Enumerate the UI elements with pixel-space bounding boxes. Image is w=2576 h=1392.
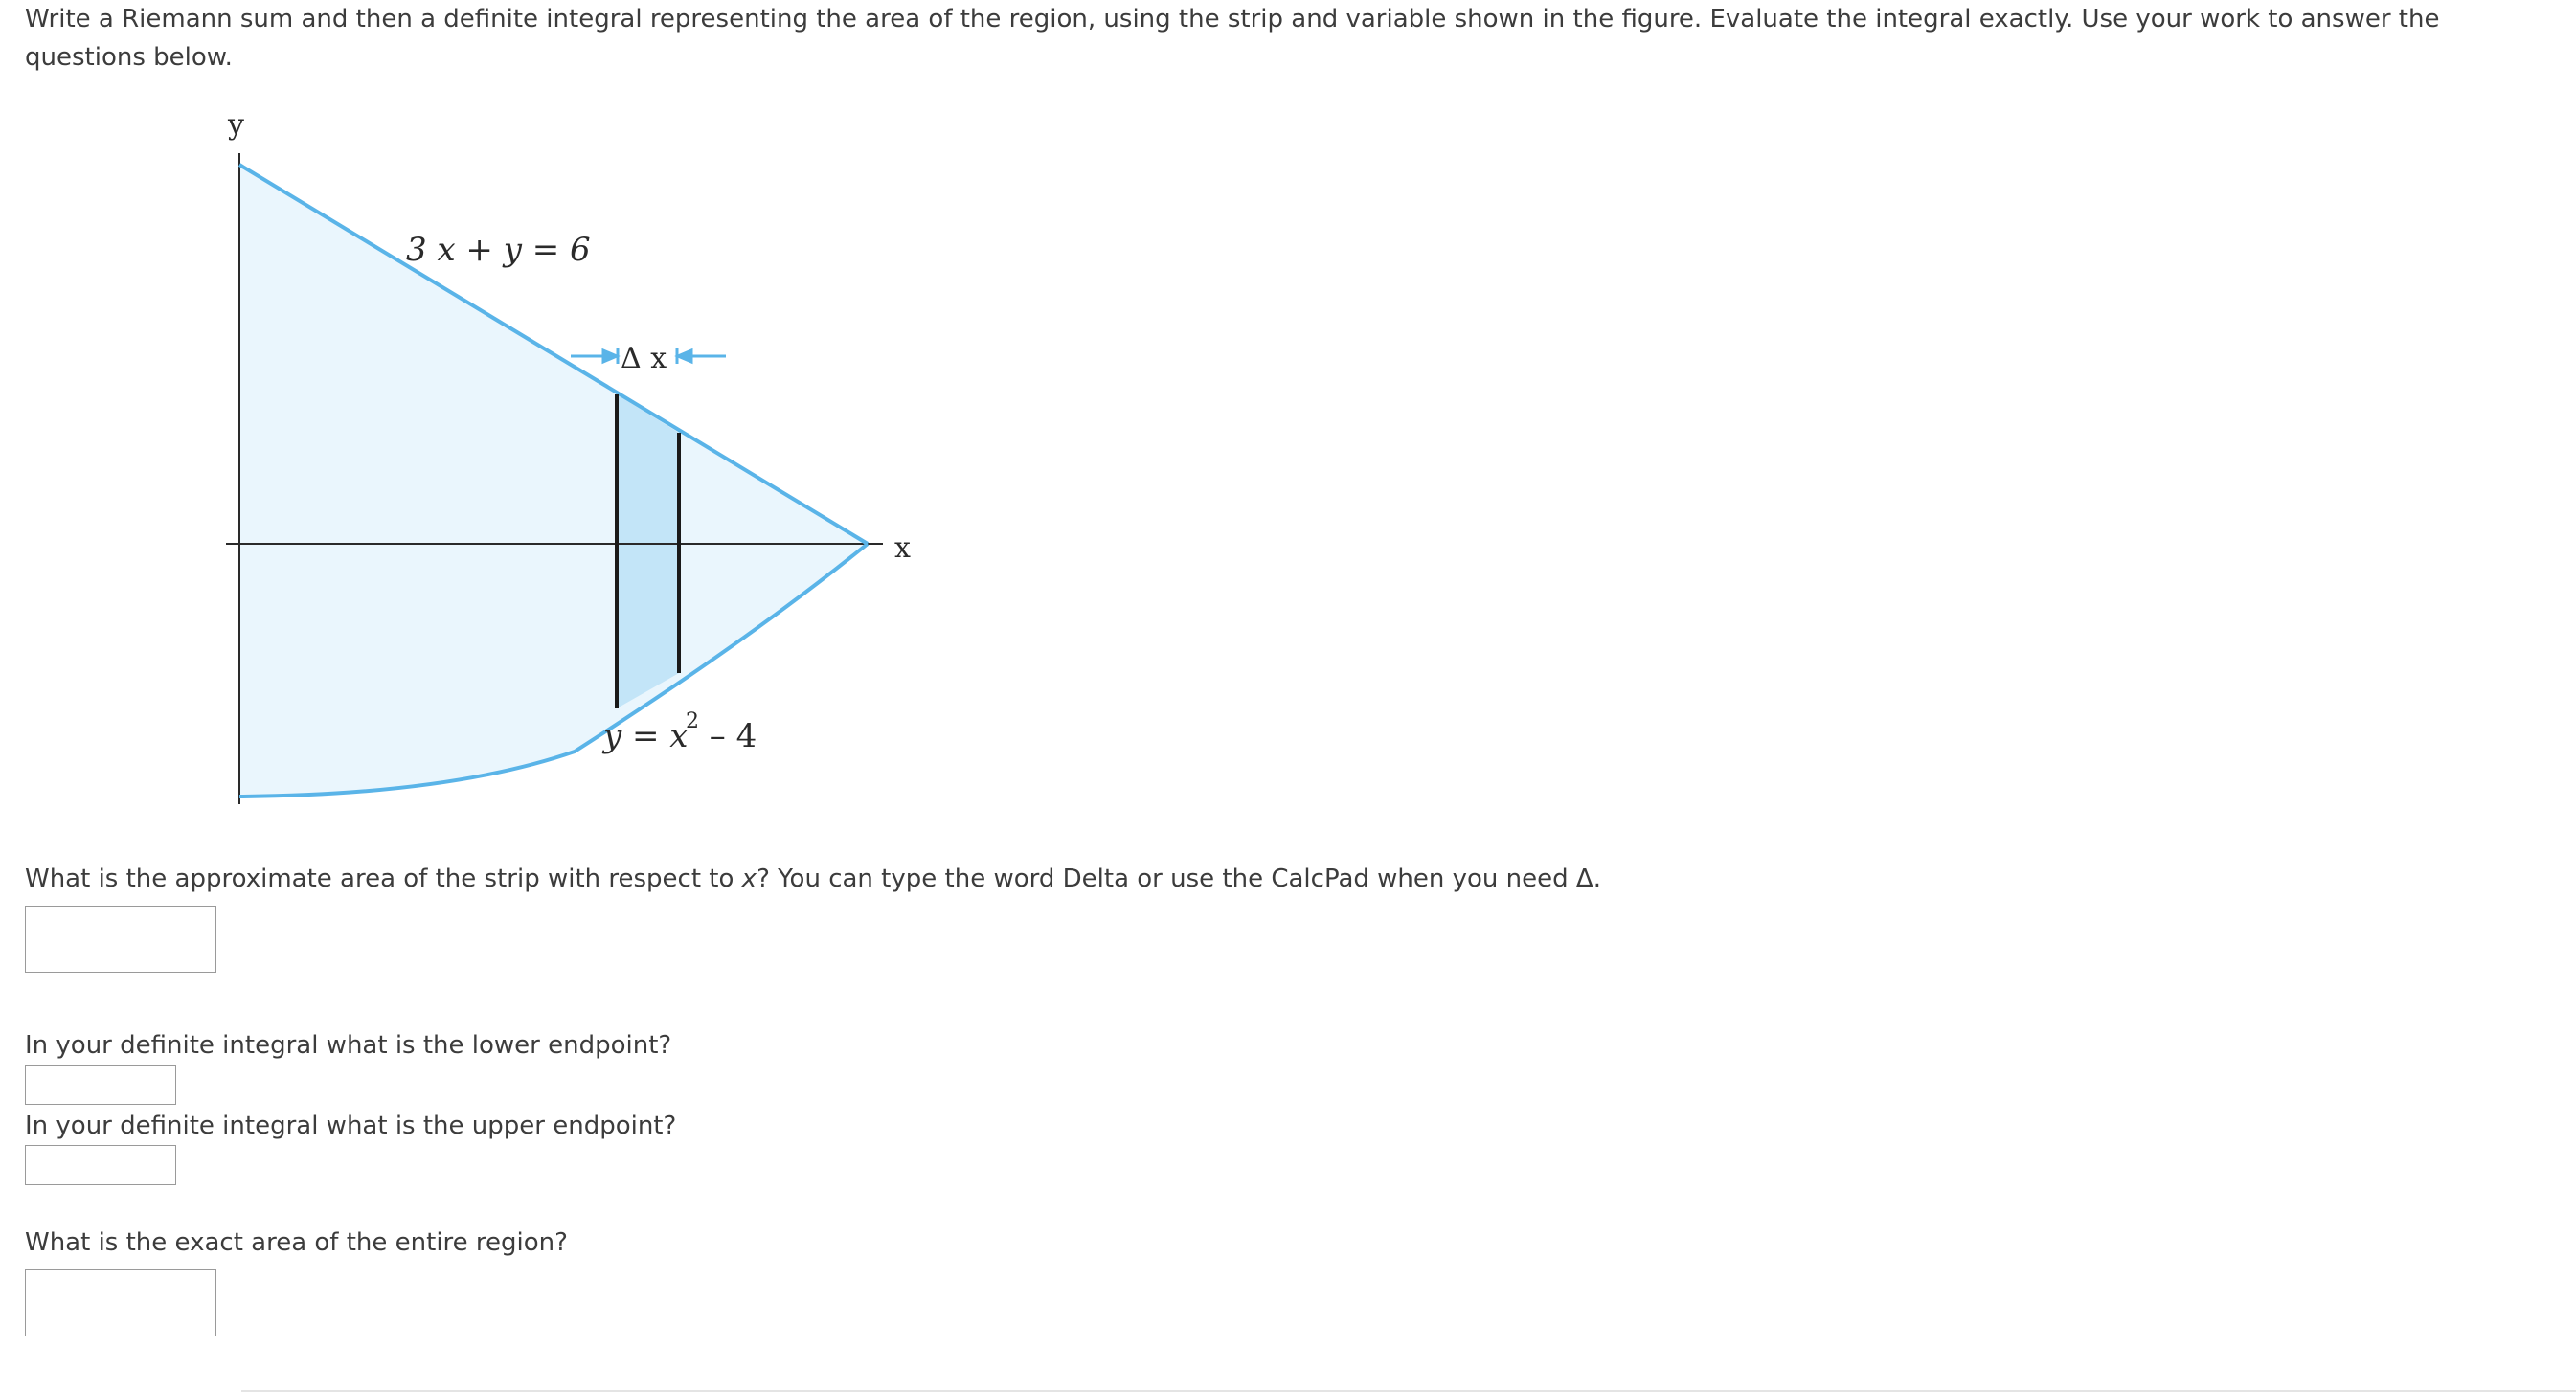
y-axis-label: y (228, 108, 244, 142)
lower-endpoint-input[interactable] (25, 1065, 176, 1105)
strip (617, 394, 679, 708)
delta-x-label: Δ x (621, 342, 667, 375)
instructions-text: Write a Riemann sum and then a definite integral representing the area of the region, using the strip and variable shown in the figure. Evaluate the integral exactly. Use your work to answer the questions below. (25, 5, 2440, 72)
curve-label (601, 709, 757, 755)
question-strip-area-variable: x (741, 864, 757, 893)
curve-label-prefix: y = x (603, 717, 689, 755)
x-axis-label: x (894, 531, 911, 565)
question-upper-endpoint: In your definite integral what is the upper endpoint? (25, 1111, 677, 1140)
question-strip-area-suffix: ? You can type the word Delta or use the CalcPad when you need Δ. (757, 864, 1601, 893)
line-label: 3 x + y = 6 (406, 231, 591, 269)
upper-endpoint-input[interactable] (25, 1145, 176, 1185)
region-figure (0, 0, 958, 842)
strip-area-input[interactable] (25, 906, 216, 973)
question-strip-area (25, 862, 1601, 896)
curve-label-exponent: 2 (686, 709, 699, 733)
curve-label-suffix: – 4 (699, 717, 757, 755)
question-lower-endpoint: In your definite integral what is the lower endpoint? (25, 1031, 672, 1060)
question-strip-area-prefix: What is the approximate area of the strip with respect to (25, 864, 742, 893)
question-exact-area: What is the exact area of the entire region? (25, 1228, 568, 1257)
exact-area-input[interactable] (25, 1269, 216, 1336)
